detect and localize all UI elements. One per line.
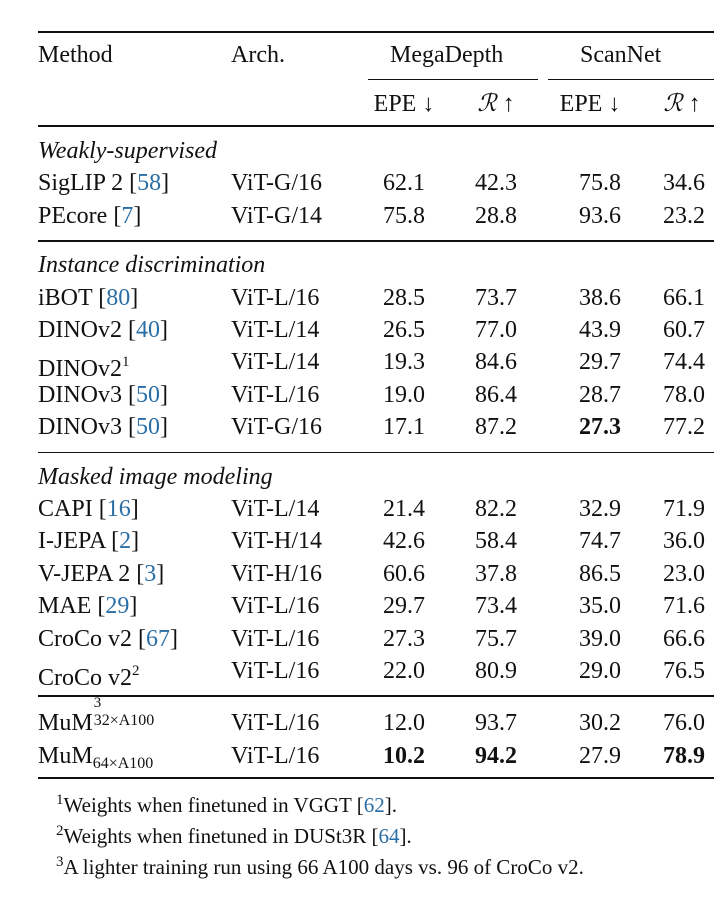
value-cell: 74.4 [663, 349, 705, 376]
citation-link[interactable]: 16 [106, 496, 131, 522]
arch-cell: ViT-G/16 [231, 414, 323, 441]
arch-cell: ViT-G/14 [231, 202, 323, 229]
footnote-text: Weights when finetuned in DUSt3R [ [63, 824, 379, 849]
megadepth-cmidrule [368, 79, 538, 80]
citation-link[interactable]: 80 [106, 284, 131, 311]
value-cell: 28.5 [383, 284, 425, 311]
method-subscript: 32×A100 [93, 712, 155, 730]
value-cell: 38.6 [579, 284, 621, 311]
value-cell: 74.7 [579, 528, 621, 555]
header-epe-megadepth: EPE ↓ [373, 91, 435, 117]
value-cell: 27.9 [579, 742, 621, 769]
arch-cell: ViT-L/16 [231, 658, 320, 684]
method-name: iBOT [38, 284, 93, 311]
value-cell: 28.8 [475, 202, 517, 229]
value-cell: 29.7 [579, 349, 621, 376]
value-cell: 19.3 [383, 349, 425, 376]
value-cell: 32.9 [579, 496, 621, 522]
value-cell: 78.9 [663, 742, 705, 769]
value-cell: 27.3 [383, 625, 425, 652]
arch-cell: ViT-L/14 [231, 317, 320, 343]
method-name: SigLIP 2 [38, 170, 124, 197]
method-cell: DINOv3 [50] [38, 381, 168, 408]
arch-cell: ViT-G/16 [231, 170, 323, 197]
method-name: PEcore [38, 202, 108, 229]
value-cell: 75.7 [475, 625, 517, 652]
method-name: CroCo v2 [38, 665, 133, 691]
footnote-mark: 2 [56, 823, 64, 840]
method-subscript: 64×A100 [92, 754, 154, 772]
header-megadepth: MegaDepth [390, 42, 504, 68]
value-cell: 27.3 [579, 414, 621, 441]
value-cell: 94.2 [475, 742, 517, 769]
method-cell: DINOv2 [40] [38, 317, 168, 343]
value-cell: 78.0 [663, 381, 705, 408]
value-cell: 39.0 [579, 625, 621, 652]
footnote-end: ]. [384, 793, 397, 818]
top-rule [38, 31, 714, 33]
method-cell: iBOT [80] [38, 284, 139, 311]
method-name: I-JEPA [38, 528, 106, 555]
value-cell: 43.9 [579, 317, 621, 343]
method-cell: V-JEPA 2 [3] [38, 560, 165, 587]
value-cell: 29.0 [579, 658, 621, 684]
footnote [56, 849, 584, 880]
header-r-scannet: ℛ ↑ [663, 91, 701, 117]
method-superscript: 2 [132, 663, 140, 679]
section-title: Instance discrimination [38, 252, 266, 279]
value-cell: 86.5 [579, 560, 621, 587]
footnote-text: Weights when finetuned in VGGT [ [63, 793, 364, 818]
section-rule [38, 240, 714, 242]
value-cell: 76.5 [663, 658, 705, 684]
arch-cell: ViT-L/16 [231, 381, 320, 408]
value-cell: 71.9 [663, 496, 705, 522]
value-cell: 36.0 [663, 528, 705, 555]
arch-cell: ViT-L/16 [231, 625, 320, 652]
value-cell: 93.7 [475, 710, 517, 737]
value-cell: 12.0 [383, 710, 425, 737]
method-name: MuM [38, 710, 93, 737]
value-cell: 10.2 [383, 742, 425, 769]
value-cell: 42.6 [383, 528, 425, 555]
scannet-cmidrule [548, 79, 714, 80]
header-arch: Arch. [231, 42, 285, 68]
value-cell: 17.1 [383, 414, 425, 441]
value-cell: 71.6 [663, 593, 705, 620]
value-cell: 34.6 [663, 170, 705, 197]
method-name: CAPI [38, 496, 93, 522]
value-cell: 76.0 [663, 710, 705, 737]
value-cell: 66.6 [663, 625, 705, 652]
header-r-megadepth: ℛ ↑ [477, 91, 515, 117]
citation-link[interactable]: 50 [136, 414, 160, 441]
value-cell: 86.4 [475, 381, 517, 408]
section-rule [38, 452, 714, 454]
value-cell: 26.5 [383, 317, 425, 343]
value-cell: 23.2 [663, 202, 705, 229]
citation-link[interactable]: 50 [136, 381, 160, 408]
value-cell: 19.0 [383, 381, 425, 408]
value-cell: 60.6 [383, 560, 425, 587]
arch-cell: ViT-L/16 [231, 593, 320, 620]
arch-cell: ViT-L/14 [231, 349, 320, 376]
value-cell: 60.7 [663, 317, 705, 343]
value-cell: 93.6 [579, 202, 621, 229]
value-cell: 73.7 [475, 284, 517, 311]
value-cell: 22.0 [383, 658, 425, 684]
citation-link[interactable]: 40 [136, 317, 160, 343]
header-method: Method [38, 42, 113, 68]
arch-cell: ViT-L/16 [231, 710, 320, 737]
footnote [56, 818, 412, 849]
citation-link[interactable]: 3 [144, 560, 157, 587]
value-cell: 84.6 [475, 349, 517, 376]
value-cell: 62.1 [383, 170, 425, 197]
value-cell: 21.4 [383, 496, 425, 522]
method-cell: PEcore [7] [38, 202, 142, 229]
method-cell: MAE [29] [38, 593, 138, 620]
arch-cell: ViT-L/14 [231, 496, 320, 522]
method-cell: CroCo v2 [67] [38, 625, 179, 652]
citation-link[interactable]: 58 [137, 170, 162, 197]
section-title: Weakly-supervised [38, 138, 218, 164]
method-name: V-JEPA 2 [38, 560, 131, 587]
method-superscript: 3 [93, 695, 102, 712]
citation-link[interactable]: 64 [378, 824, 400, 849]
arch-cell: ViT-H/16 [231, 560, 323, 587]
method-name: DINOv3 [38, 381, 122, 408]
citation-link[interactable]: 7 [121, 202, 134, 229]
footnote-end: ]. [399, 824, 412, 849]
method-name: MuM [38, 742, 93, 769]
value-cell: 87.2 [475, 414, 517, 441]
value-cell: 77.0 [475, 317, 517, 343]
method-cell: CAPI [16] [38, 496, 139, 522]
section-rule [38, 695, 714, 697]
value-cell: 42.3 [475, 170, 517, 197]
value-cell: 29.7 [383, 593, 425, 620]
value-cell: 37.8 [475, 560, 517, 587]
method-superscript: 1 [122, 354, 130, 371]
bottom-rule [38, 777, 714, 779]
value-cell: 77.2 [663, 414, 705, 441]
footnote-mark: 3 [56, 854, 64, 871]
citation-link[interactable]: 29 [105, 593, 130, 620]
value-cell: 23.0 [663, 560, 705, 587]
method-name: MAE [38, 593, 92, 620]
header-rule [38, 125, 714, 127]
footnote [56, 787, 397, 818]
citation-link[interactable]: 62 [363, 793, 385, 818]
section-title: Masked image modeling [38, 463, 273, 490]
footnote-text: A lighter training run using 66 A100 days vs. 96 of CroCo v2. [63, 855, 584, 880]
method-cell [38, 741, 153, 779]
value-cell: 80.9 [475, 658, 517, 684]
value-cell: 58.4 [475, 528, 517, 555]
header-epe-scannet: EPE ↓ [559, 91, 621, 117]
value-cell: 75.8 [383, 202, 425, 229]
value-cell: 30.2 [579, 710, 621, 737]
value-cell: 28.7 [579, 381, 621, 408]
method-sup-sub [93, 695, 177, 730]
footnote-mark: 1 [56, 792, 64, 809]
method-cell: SigLIP 2 [58] [38, 170, 170, 197]
method-name: DINOv2 [38, 317, 122, 343]
method-name: CroCo v2 [38, 625, 133, 652]
arch-cell: ViT-L/16 [231, 284, 320, 311]
header-scannet: ScanNet [580, 42, 662, 68]
value-cell: 35.0 [579, 593, 621, 620]
method-name: DINOv3 [38, 414, 122, 441]
value-cell: 75.8 [579, 170, 621, 197]
value-cell: 82.2 [475, 496, 517, 522]
method-cell: I-JEPA [2] [38, 528, 140, 555]
arch-cell: ViT-H/14 [231, 528, 323, 555]
citation-link[interactable]: 67 [146, 625, 171, 652]
method-cell [38, 695, 177, 738]
method-name: DINOv2 [38, 356, 122, 383]
arch-cell: ViT-L/16 [231, 742, 320, 769]
method-cell [38, 656, 140, 693]
method-cell: DINOv3 [50] [38, 414, 168, 441]
value-cell: 66.1 [663, 284, 705, 311]
value-cell: 73.4 [475, 593, 517, 620]
citation-link[interactable]: 2 [119, 528, 132, 555]
